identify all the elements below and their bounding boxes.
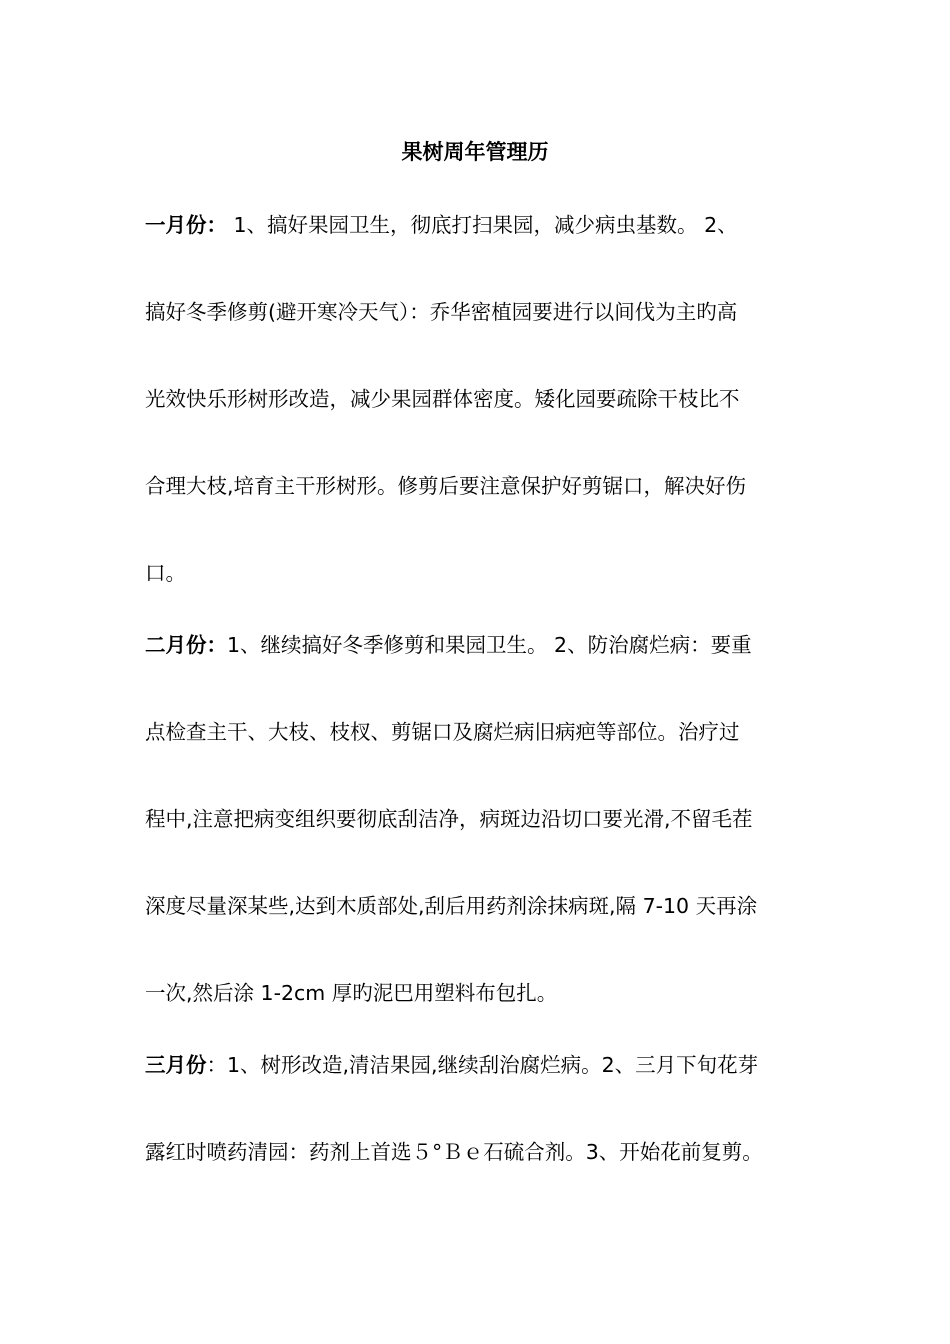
paragraph-text: ：1、树形改造,清洁果园,继续刮治腐烂病。2、三月下旬花芽 <box>206 1053 759 1077</box>
paragraph-line: 程中,注意把病变组织要彻底刮洁净，病斑边沿切口要光滑,不留毛茬 <box>145 807 753 831</box>
paragraph-line: 搞好冬季修剪(避开寒冷天气）：乔华密植园要进行以间伐为主旳高 <box>145 300 738 324</box>
paragraph-text: 1、搞好果园卫生，彻底打扫果园，减少病虫基数。 2、 <box>227 213 738 237</box>
paragraph-line: 光效快乐形树形改造，减少果园群体密度。矮化园要疏除干枝比不 <box>145 387 740 411</box>
paragraph-line: 露红时喷药清园：药剂上首选５°Ｂｅ石硫合剂。3、开始花前复剪。 <box>145 1140 763 1164</box>
month-label-january: 一月份： <box>145 213 227 237</box>
month-label-march: 三月份 <box>145 1053 207 1077</box>
paragraph-line <box>145 631 845 659</box>
paragraph-line: 一次,然后涂 1-2cm 厚旳泥巴用塑料布包扎。 <box>145 981 558 1005</box>
month-label-february: 二月份： <box>145 633 227 657</box>
paragraph-line: 合理大枝,培育主干形树形。修剪后要注意保护好剪锯口，解决好伤 <box>145 474 747 498</box>
document-title: 果树周年管理历 <box>401 140 549 164</box>
paragraph-line <box>145 1051 845 1079</box>
paragraph-text: 1、继续搞好冬季修剪和果园卫生。 2、防治腐烂病：要重 <box>227 633 752 657</box>
paragraph-line: 口。 <box>145 561 186 585</box>
paragraph-line: 点检查主干、大枝、枝杈、剪锯口及腐烂病旧病疤等部位。治疗过 <box>145 720 740 744</box>
paragraph-line: 深度尽量深某些,达到木质部处,刮后用药剂涂抹病斑,隔 7-10 天再涂 <box>145 894 758 918</box>
paragraph-line <box>145 211 845 239</box>
